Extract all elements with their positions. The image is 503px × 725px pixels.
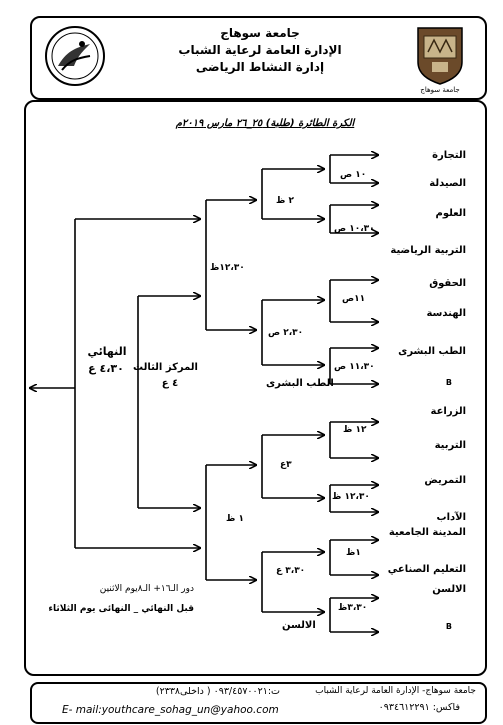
third-place-label: المركز الثالث [133, 362, 198, 373]
match-time: ٣ع [280, 460, 292, 470]
team-label: التمريض [424, 475, 466, 486]
match-time: ١١ص [342, 294, 366, 304]
match-time: ٢ ظ [276, 196, 294, 206]
university-name: جامعة سوهاج [220, 26, 300, 40]
match-time: ١٠ ص [340, 170, 367, 180]
department-name: الإدارة العامة لرعاية الشباب [178, 43, 342, 57]
bracket-title: الكرة الطائرة (طلبة) ٢٥_٢٦ مارس ٢٠١٩م [175, 118, 355, 129]
match-time: ١٢،٣٠ظ [210, 263, 245, 273]
footer-fax: فاكس: ٠٩٣٤٦١٢٢٩١ [378, 702, 460, 713]
team-label: العلوم [435, 208, 466, 219]
team-label: الطب البشرى [398, 346, 466, 357]
team-label: B [445, 622, 452, 631]
schedule-note: قبل النهائي _ النهائى يوم الثلاثاء [48, 604, 194, 614]
match-time: ٣،٣٠ ع [276, 566, 306, 576]
team-label: الزراعة [430, 406, 466, 417]
third-place-time: ٤ ع [161, 378, 179, 389]
final-label: النهائي [87, 345, 127, 358]
team-label: B [445, 378, 452, 387]
team-label: التجارة [432, 150, 466, 161]
match-time: ١٢،٣٠ ظ [332, 492, 370, 502]
round2-winner-label: الطب البشرى [266, 378, 334, 389]
team-label: الحقوق [429, 278, 466, 289]
footer-phone: ت:٠٩٣/٤٥٧٠٠٢١ ( داخلى٢٣٣٨) [155, 686, 280, 697]
schedule-note: دور الـ١٦+ الـ٨يوم الاثنين [99, 584, 194, 594]
team-label: التعليم الصناعي [387, 564, 466, 575]
match-time: ١ظ [346, 548, 361, 558]
match-time: ٣،٣٠ظ [338, 603, 368, 613]
match-time: ١١،٣٠ ص [334, 362, 375, 372]
final-time: ٤،٣٠ ع [88, 362, 124, 375]
team-label: الصيدلة [429, 178, 466, 189]
match-time: ١٢ ظ [343, 425, 367, 435]
team-label: الآداب [436, 512, 466, 523]
team-label: التربية [434, 440, 466, 451]
team-label: الالسن [432, 584, 466, 595]
footer-org: جامعة سوهاج- الإدارة العامة لرعاية الشباب [315, 686, 476, 696]
right-logo-caption: جامعة سوهاج [420, 86, 460, 94]
match-time: ١ ظ [226, 514, 244, 524]
team-label: الهندسة [426, 308, 466, 319]
footer-email[interactable]: E- mail:youthcare_sohag_un@yahoo.com [62, 704, 279, 716]
match-time: ١٠،٣٠ ص [334, 224, 375, 234]
round2-winner-label: الالسن [282, 620, 316, 631]
office-name: إدارة النشاط الرياضى [195, 60, 325, 74]
team-label: التربية الرياضية [390, 245, 466, 256]
team-label: المدينة الجامعية [388, 527, 466, 538]
match-time: ٢،٣٠ ص [268, 328, 304, 338]
